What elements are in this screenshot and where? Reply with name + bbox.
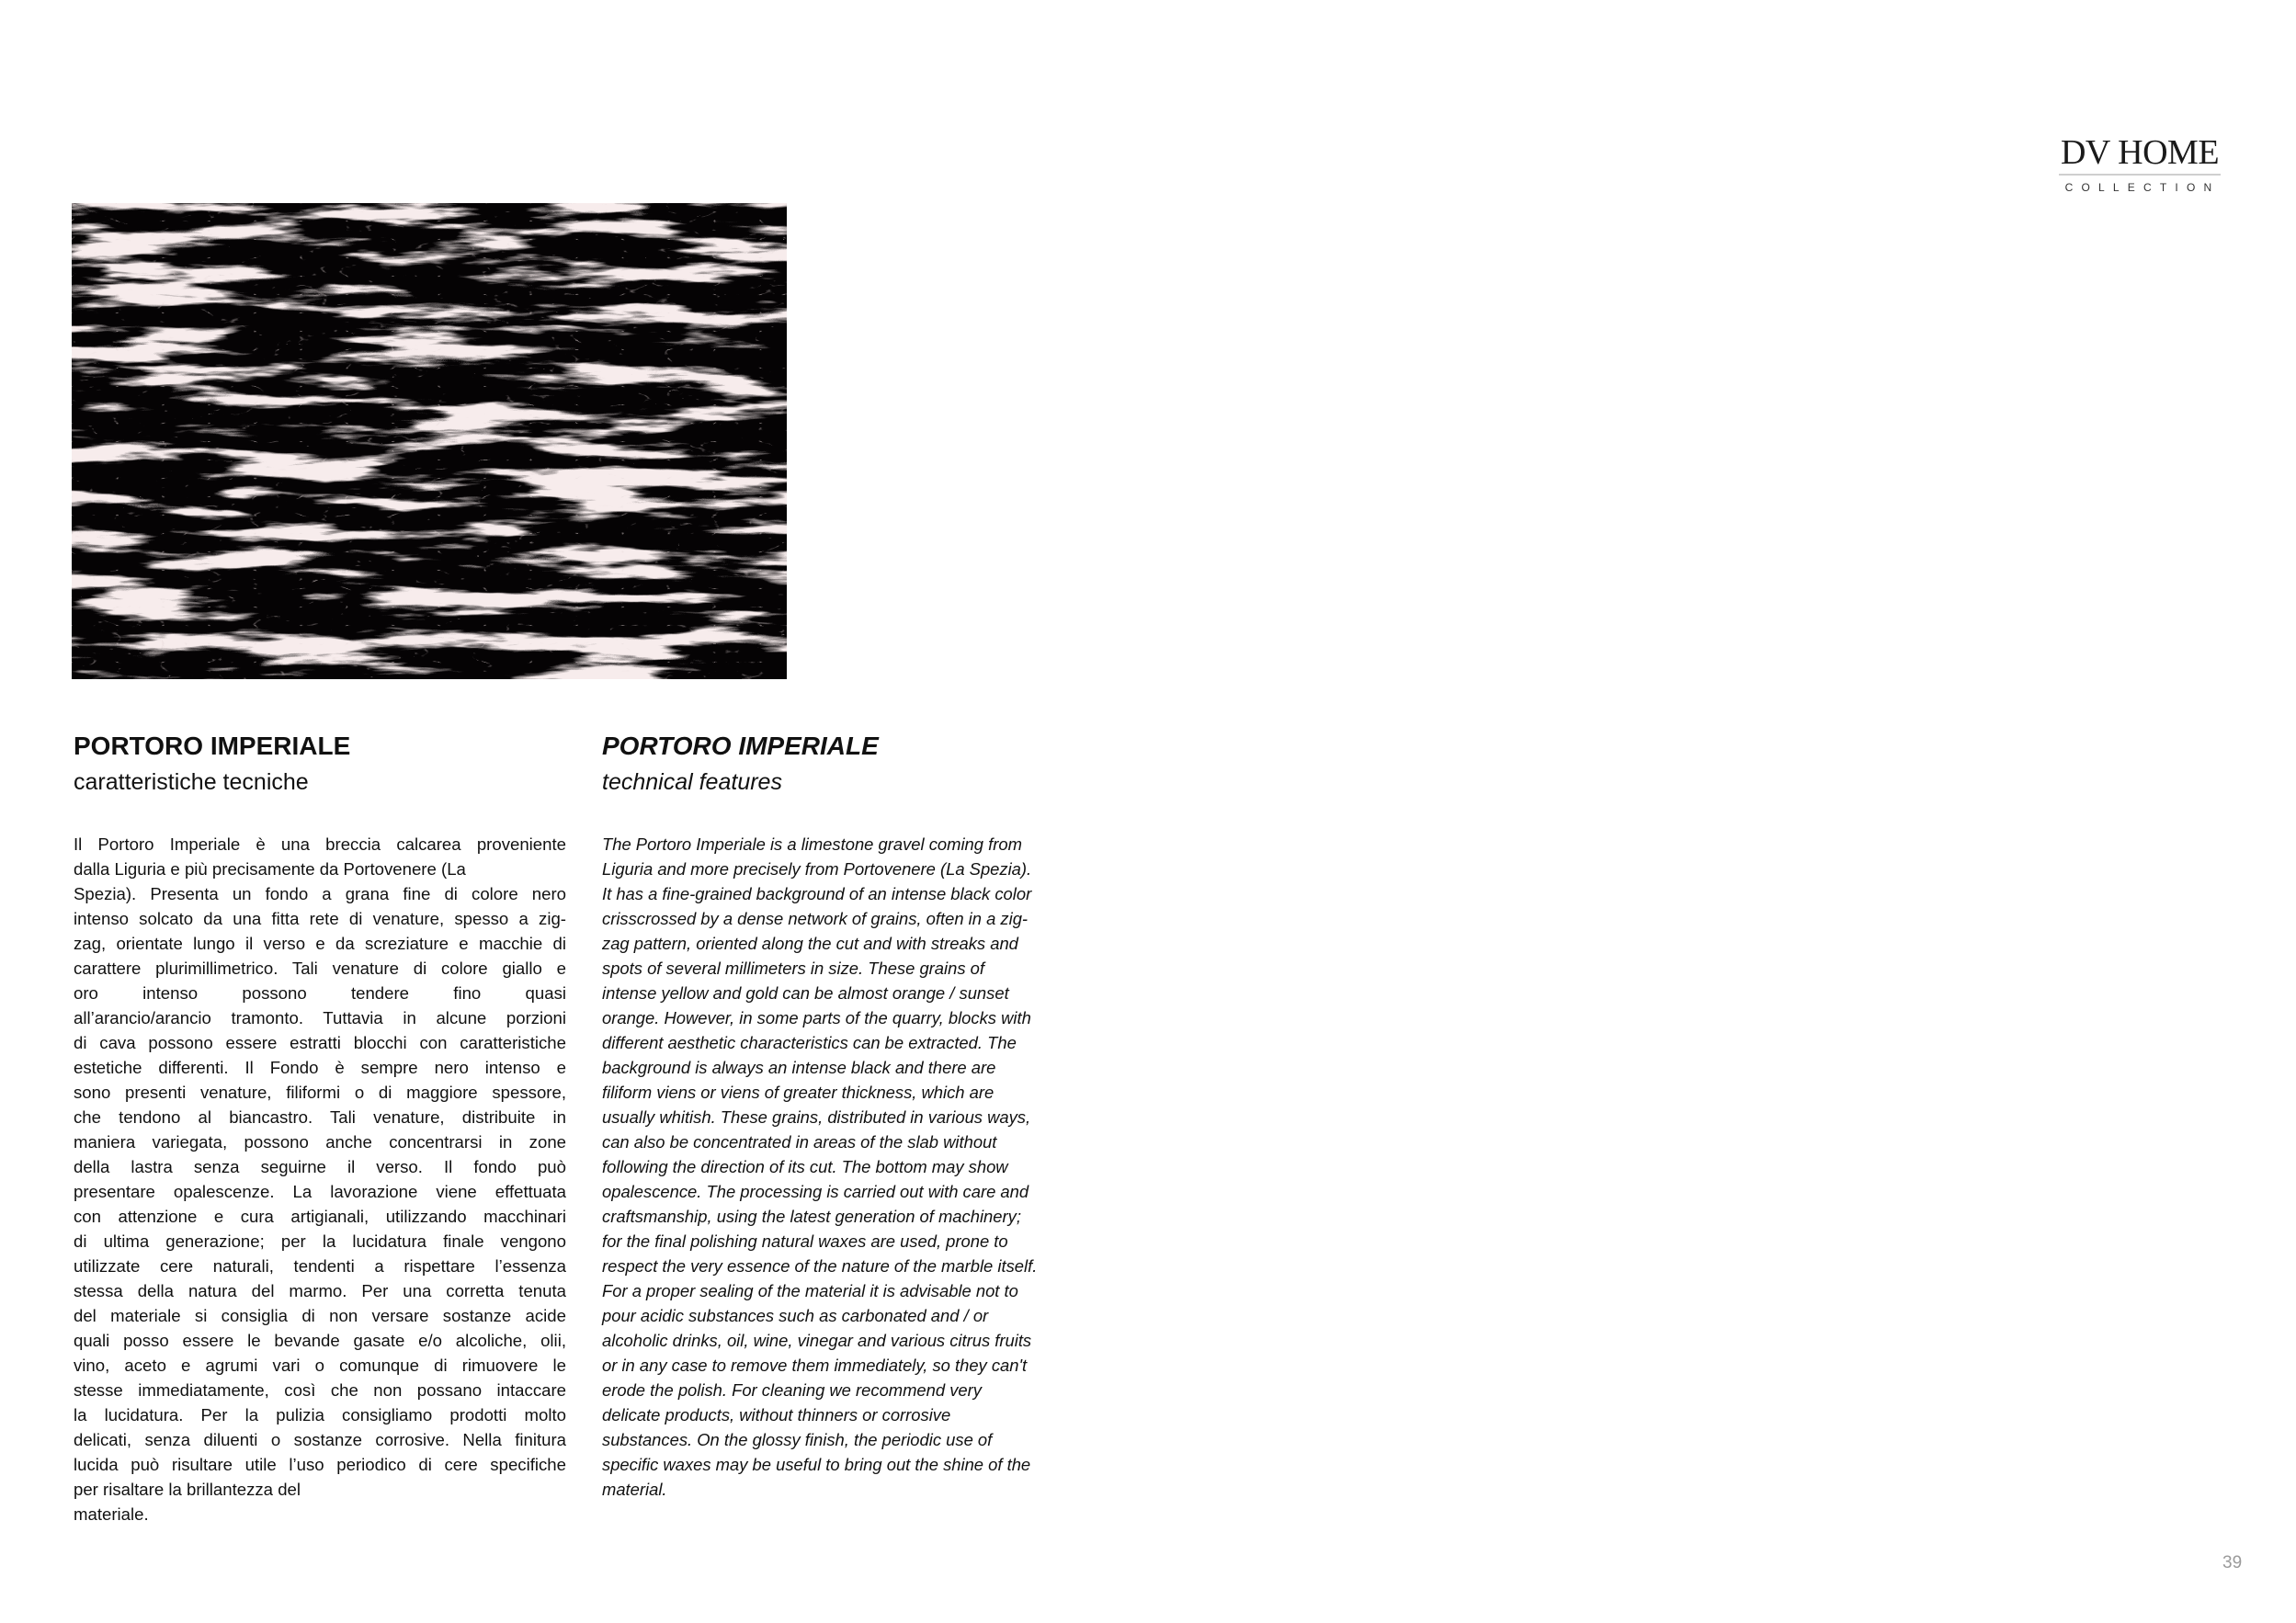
- english-body-line: filiform viens or viens of greater thickness, which are: [602, 1083, 995, 1102]
- english-body-line: spots of several millimeters in size. These grains of: [602, 959, 984, 978]
- english-body-line: Liguria and more precisely from Portovenere (La Spezia).: [602, 859, 1032, 879]
- english-body-line: for the final polishing natural waxes are used, prone to: [602, 1231, 1008, 1251]
- english-body-line: orange. However, in some parts of the quarry, blocks with: [602, 1008, 1031, 1027]
- italian-body-line: che tendono al biancastro. Tali venature, distribuite in: [74, 1107, 566, 1127]
- italian-body-line: Spezia). Presenta un fondo a grana fine di colore nero: [74, 884, 566, 903]
- italian-body-line: utilizzate cere naturali, tendenti a rispettare l’essenza: [74, 1256, 566, 1276]
- english-subtitle: technical features: [602, 769, 782, 795]
- english-body-line: erode the polish. For cleaning we recommend very: [602, 1380, 982, 1400]
- logo-divider: [2059, 174, 2221, 176]
- english-body-line: intense yellow and gold can be almost orange / sunset: [602, 983, 1009, 1003]
- italian-body-line: di cava possono essere estratti blocchi con caratteristiche: [74, 1033, 566, 1052]
- italian-subtitle: caratteristiche tecniche: [74, 769, 309, 795]
- italian-body-line: delicati, senza diluenti o sostanze corrosive. Nella finitura: [74, 1430, 566, 1449]
- english-body-line: delicate products, without thinners or corrosive: [602, 1405, 951, 1424]
- italian-body-line: presentare opalescenze. La lavorazione viene effettuata: [74, 1182, 566, 1201]
- italian-body-line: lucida può risultare utile l’uso periodico di cere specifiche: [74, 1455, 566, 1474]
- english-body-line: can also be concentrated in areas of the slab without: [602, 1132, 997, 1152]
- italian-body-line: maniera variegata, possono anche concentrarsi in zone: [74, 1132, 566, 1152]
- english-title: PORTORO IMPERIALE: [602, 732, 879, 760]
- logo-subtitle: COLLECTION: [2064, 181, 2221, 194]
- brand-logo: [2055, 134, 2224, 194]
- english-body-line: background is always an intense black and there are: [602, 1058, 996, 1077]
- english-body-line: pour acidic substances such as carbonated and / or: [602, 1306, 989, 1325]
- italian-body-line: sono presenti venature, filiformi o di maggiore spessore,: [74, 1083, 566, 1102]
- logo-wordmark: DV HOME: [2060, 133, 2220, 172]
- italian-body-line: Il Portoro Imperiale è una breccia calcarea proveniente: [74, 834, 566, 854]
- english-body-line: zag pattern, oriented along the cut and with streaks and: [602, 934, 1018, 953]
- italian-body-line: della lastra senza seguirne il verso. Il fondo può: [74, 1157, 566, 1176]
- english-body-line: specific waxes may be useful to bring out the shine of the: [602, 1455, 1031, 1474]
- italian-body-line: la lucidatura. Per la pulizia consigliamo prodotti molto: [74, 1405, 566, 1424]
- italian-body-line: materiale.: [74, 1504, 149, 1524]
- english-body-line: For a proper sealing of the material it is advisable not to: [602, 1281, 1018, 1300]
- italian-body-line: quali posso essere le bevande gasate e/o alcoliche, olii,: [74, 1331, 566, 1350]
- marble-sample-image: [72, 203, 787, 679]
- italian-body-line: carattere plurimillimetrico. Tali venature di colore giallo e: [74, 959, 566, 978]
- english-body-line: substances. On the glossy finish, the periodic use of: [602, 1430, 993, 1449]
- italian-body: [74, 832, 566, 1527]
- italian-body-line: stessa della natura del marmo. Per una corretta tenuta: [74, 1281, 566, 1300]
- page-number: 39: [2222, 1553, 2243, 1572]
- english-body-line: or in any case to remove them immediately, so they can't: [602, 1356, 1028, 1375]
- english-body-line: following the direction of its cut. The bottom may show: [602, 1157, 1008, 1176]
- english-body-line: It has a fine-grained background of an intense black color: [602, 884, 1032, 903]
- english-body-line: crisscrossed by a dense network of grains, often in a zig-: [602, 909, 1029, 928]
- italian-body-line: estetiche differenti. Il Fondo è sempre nero intenso e: [74, 1058, 566, 1077]
- italian-body-line: oro intenso possono tendere fino quasi: [74, 983, 566, 1003]
- italian-body-line: per risaltare la brillantezza del: [74, 1480, 301, 1499]
- english-body-line: craftsmanship, using the latest generation of machinery;: [602, 1207, 1021, 1226]
- italian-body-line: intenso solcato da una fitta rete di venature, spesso a zig-: [74, 909, 566, 928]
- italian-body-line: zag, orientate lungo il verso e da screziature e macchie di: [74, 934, 566, 953]
- italian-body-line: dalla Liguria e più precisamente da Portovenere (La: [74, 859, 466, 879]
- italian-body-line: del materiale si consiglia di non versare sostanze acide: [74, 1306, 566, 1325]
- italian-body-line: all’arancio/arancio tramonto. Tuttavia in alcune porzioni: [74, 1008, 566, 1027]
- english-body-line: opalescence. The processing is carried out with care and: [602, 1182, 1029, 1201]
- english-section: [602, 728, 1103, 1502]
- english-body-line: material.: [602, 1480, 667, 1499]
- italian-body-line: vino, aceto e agrumi vari o comunque di rimuovere le: [74, 1356, 566, 1375]
- italian-title: PORTORO IMPERIALE: [74, 732, 351, 760]
- italian-body-line: stesse immediatamente, così che non possano intaccare: [74, 1380, 566, 1400]
- english-body-line: respect the very essence of the nature of the marble itself.: [602, 1256, 1038, 1276]
- english-body-line: usually whitish. These grains, distributed in various ways,: [602, 1107, 1031, 1127]
- english-body-line: alcoholic drinks, oil, wine, vinegar and various citrus fruits: [602, 1331, 1032, 1350]
- italian-section: [74, 728, 566, 1527]
- italian-body-line: di ultima generazione; per la lucidatura finale vengono: [74, 1231, 566, 1251]
- english-body-line: different aesthetic characteristics can be extracted. The: [602, 1033, 1017, 1052]
- english-body-line: The Portoro Imperiale is a limestone gravel coming from: [602, 834, 1022, 854]
- italian-body-line: con attenzione e cura artigianali, utilizzando macchinari: [74, 1207, 566, 1226]
- english-body: [602, 832, 1103, 1502]
